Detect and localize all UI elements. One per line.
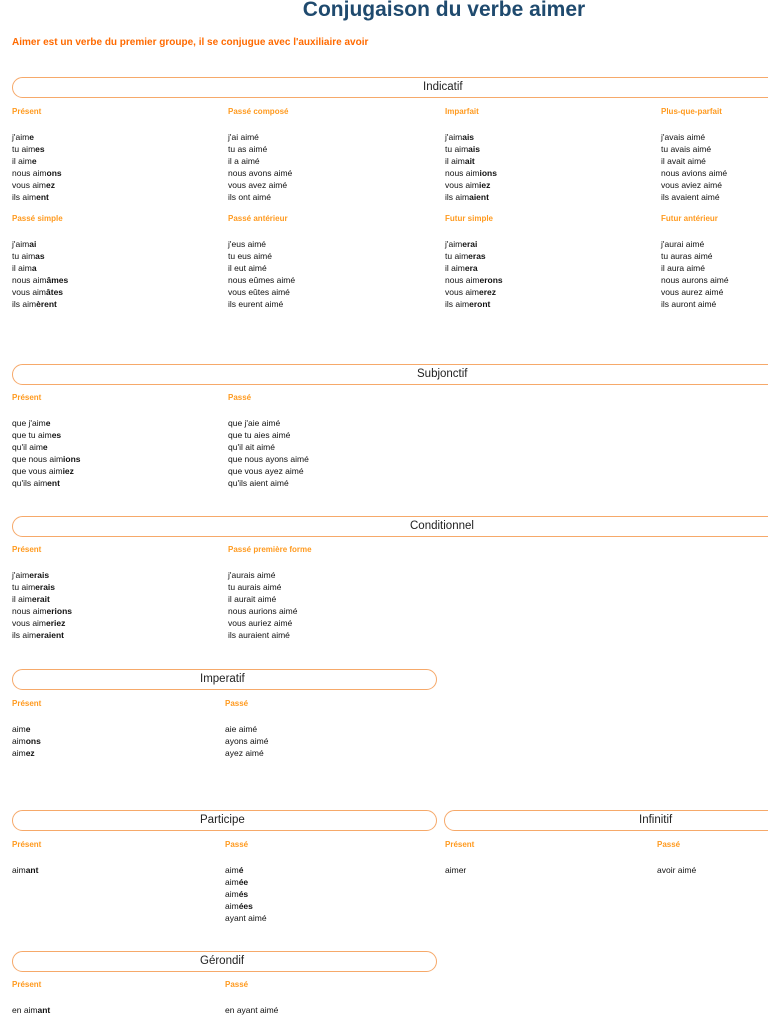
form-stem: il a aimé: [228, 156, 260, 166]
form-stem: avoir aimé: [657, 865, 697, 875]
form-stem: il aim: [445, 263, 465, 273]
mode-header-gerondif: [12, 951, 437, 972]
form-stem: nous aim: [12, 606, 47, 616]
form-stem: j'aim: [12, 132, 30, 142]
conjugation-list: [228, 131, 292, 203]
conjugation-form: [228, 298, 295, 310]
form-stem: en ayant aimé: [225, 1005, 279, 1015]
form-stem: ils auront aimé: [661, 299, 717, 309]
mode-label-conditionnel: Conditionnel: [410, 520, 474, 532]
conjugation-form: [12, 581, 72, 593]
form-stem: que tu aies aimé: [228, 430, 291, 440]
form-stem: il aim: [12, 594, 32, 604]
tense-label: Présent: [12, 107, 42, 116]
form-stem: nous aurons aimé: [661, 275, 729, 285]
form-stem: vous eûtes aimé: [228, 287, 290, 297]
tense-block-infinitif-present: [445, 840, 474, 876]
conjugation-form: [661, 167, 727, 179]
form-stem: j'aim: [12, 239, 30, 249]
page-title: Conjugaison du verbe aimer: [302, 0, 586, 21]
form-stem: nous aim: [445, 275, 480, 285]
form-ending: ais: [468, 144, 480, 154]
tense-block-indicatif-futur-simple: [445, 214, 503, 310]
form-stem: tu eus aimé: [228, 251, 272, 261]
conjugation-form: [228, 465, 309, 477]
conjugation-list: [12, 238, 68, 310]
conjugation-form: [228, 441, 309, 453]
form-stem: aim: [225, 889, 239, 899]
conjugation-list: [661, 131, 727, 203]
conjugation-list: [657, 864, 696, 876]
mode-header-infinitif: [444, 810, 768, 831]
form-stem: ils aim: [12, 192, 37, 202]
conjugation-form: [12, 429, 81, 441]
form-stem: vous auriez aimé: [228, 618, 293, 628]
form-ending: a: [31, 263, 37, 273]
tense-block-imperatif-present: [12, 699, 41, 759]
form-stem: il eut aimé: [228, 263, 267, 273]
conjugation-form: [661, 191, 727, 203]
tense-label: Passé: [225, 840, 249, 849]
form-stem: aim: [225, 865, 239, 875]
conjugation-form: [661, 262, 729, 274]
form-stem: vous aim: [445, 287, 480, 297]
conjugation-list: [661, 238, 729, 310]
conjugation-form: [228, 274, 295, 286]
form-ending: ions: [63, 454, 81, 464]
tense-label: Passé simple: [12, 214, 63, 223]
conjugation-form: [445, 167, 497, 179]
conjugation-form: [12, 477, 81, 489]
form-ending: aient: [469, 192, 489, 202]
form-stem: j'aim: [445, 239, 463, 249]
form-ending: e: [45, 418, 51, 428]
form-stem: tu aurais aimé: [228, 582, 282, 592]
mode-label-imperatif: Imperatif: [200, 673, 245, 685]
tense-label: Présent: [445, 840, 475, 849]
tense-label: Présent: [12, 840, 42, 849]
form-ending: e: [29, 132, 34, 142]
form-ending: iez: [479, 180, 491, 190]
mode-label-participe: Participe: [200, 814, 245, 826]
form-stem: qu'il aim: [12, 442, 43, 452]
form-stem: j'aurais aimé: [228, 570, 276, 580]
form-ending: èrent: [36, 299, 57, 309]
form-stem: vous aviez aimé: [661, 180, 722, 190]
conjugation-list: [12, 864, 41, 876]
conjugation-form: [228, 429, 309, 441]
form-stem: tu aim: [445, 251, 469, 261]
conjugation-form: [661, 286, 729, 298]
mode-header-indicatif: [12, 77, 768, 98]
form-stem: aim: [12, 724, 26, 734]
form-ending: erais: [35, 582, 56, 592]
conjugation-form: [12, 605, 72, 617]
conjugation-form: [661, 238, 729, 250]
mode-label-indicatif: Indicatif: [423, 81, 463, 93]
form-stem: ils aim: [445, 192, 470, 202]
form-ending: erions: [46, 606, 73, 616]
conjugation-list: [228, 569, 312, 641]
tense-block-participe-passe: [225, 840, 267, 924]
conjugation-form: [228, 131, 292, 143]
form-stem: aim: [12, 736, 26, 746]
form-ending: erai: [462, 239, 478, 249]
form-ending: ons: [46, 168, 62, 178]
conjugation-form: [445, 143, 497, 155]
conjugation-form: [12, 167, 62, 179]
tense-block-indicatif-plus-que-parfait: [661, 107, 727, 203]
conjugation-list: [12, 131, 62, 203]
conjugation-form: [661, 155, 727, 167]
tense-block-indicatif-futur-anterieur: [661, 214, 729, 310]
form-stem: j'aim: [12, 570, 30, 580]
form-ending: ées: [238, 901, 253, 911]
conjugation-list: [225, 864, 267, 924]
conjugation-form: [228, 238, 295, 250]
conjugation-form: [12, 191, 62, 203]
form-stem: qu'ils aim: [12, 478, 48, 488]
conjugation-form: [445, 286, 503, 298]
conjugation-list: [12, 569, 72, 641]
conjugation-form: [225, 876, 267, 888]
form-ending: eras: [468, 251, 486, 261]
conjugation-form: [228, 569, 312, 581]
conjugation-form: [225, 888, 267, 900]
form-stem: ils aim: [12, 299, 37, 309]
form-stem: vous aim: [12, 287, 47, 297]
conjugation-form: [228, 191, 292, 203]
conjugation-form: [228, 417, 309, 429]
conjugation-list: [445, 864, 474, 876]
form-ending: ai: [29, 239, 37, 249]
form-stem: qu'il ait aimé: [228, 442, 275, 452]
conjugation-form: [225, 900, 267, 912]
conjugation-form: [12, 1004, 50, 1016]
conjugation-form: [228, 605, 312, 617]
mode-header-conditionnel: [12, 516, 768, 537]
form-ending: âmes: [46, 275, 69, 285]
form-ending: eront: [469, 299, 491, 309]
conjugation-form: [12, 250, 68, 262]
tense-block-gerondif-present: [12, 980, 50, 1016]
conjugation-form: [445, 131, 497, 143]
form-stem: ils auraient aimé: [228, 630, 290, 640]
tense-label: Présent: [12, 980, 42, 989]
conjugation-form: [445, 155, 497, 167]
tense-block-imperatif-passe: [225, 699, 268, 759]
form-stem: vous aim: [12, 618, 47, 628]
conjugation-form: [228, 286, 295, 298]
form-stem: aie aimé: [225, 724, 258, 734]
conjugation-form: [12, 453, 81, 465]
conjugation-form: [225, 864, 267, 876]
conjugation-form: [12, 465, 81, 477]
conjugation-form: [225, 735, 268, 747]
conjugation-list: [228, 238, 295, 310]
conjugation-list: [445, 238, 503, 310]
form-ending: ant: [37, 1005, 51, 1015]
conjugation-form: [12, 298, 68, 310]
form-ending: ait: [464, 156, 475, 166]
tense-block-indicatif-passe-compose: [228, 107, 292, 203]
tense-block-gerondif-passe: [225, 980, 278, 1016]
conjugation-form: [661, 298, 729, 310]
form-stem: il aura aimé: [661, 263, 705, 273]
tense-label: Passé composé: [228, 107, 289, 116]
form-ending: e: [31, 156, 37, 166]
conjugation-form: [228, 453, 309, 465]
conjugation-form: [12, 864, 41, 876]
tense-label: Passé antérieur: [228, 214, 288, 223]
form-stem: que nous ayons aimé: [228, 454, 309, 464]
conjugation-list: [445, 131, 497, 203]
conjugation-form: [12, 747, 41, 759]
form-stem: qu'ils aient aimé: [228, 478, 289, 488]
form-stem: tu aim: [445, 144, 469, 154]
tense-label: Présent: [12, 699, 42, 708]
mode-label-infinitif: Infinitif: [639, 814, 673, 826]
conjugation-form: [445, 298, 503, 310]
tense-label: Futur antérieur: [661, 214, 718, 223]
form-ending: ions: [479, 168, 497, 178]
form-stem: tu aim: [12, 582, 36, 592]
form-ending: ons: [25, 736, 41, 746]
form-stem: vous aurez aimé: [661, 287, 724, 297]
form-stem: j'eus aimé: [228, 239, 267, 249]
conjugation-list: [12, 417, 81, 489]
tense-block-subjonctif-present: [12, 393, 81, 489]
mode-label-gerondif: Gérondif: [200, 955, 245, 967]
conjugation-form: [657, 864, 696, 876]
form-stem: nous aim: [12, 168, 47, 178]
form-ending: ant: [25, 865, 39, 875]
tense-block-conditionnel-present: [12, 545, 72, 641]
conjugation-list: [225, 1004, 278, 1016]
form-ending: ez: [46, 180, 55, 190]
conjugation-form: [12, 286, 68, 298]
form-stem: que vous ayez aimé: [228, 466, 304, 476]
conjugation-form: [12, 179, 62, 191]
form-ending: ent: [36, 192, 49, 202]
form-ending: ée: [238, 877, 249, 887]
form-stem: en aim: [12, 1005, 38, 1015]
conjugation-form: [228, 629, 312, 641]
conjugation-form: [12, 143, 62, 155]
form-stem: aim: [12, 865, 26, 875]
conjugation-form: [12, 629, 72, 641]
form-stem: vous aim: [12, 180, 47, 190]
form-stem: ils avaient aimé: [661, 192, 720, 202]
conjugation-form: [228, 617, 312, 629]
conjugation-form: [228, 477, 309, 489]
form-ending: âtes: [46, 287, 64, 297]
form-stem: ayant aimé: [225, 913, 267, 923]
conjugation-form: [661, 274, 729, 286]
form-stem: que vous aim: [12, 466, 63, 476]
form-stem: j'aim: [445, 132, 463, 142]
form-stem: aimer: [445, 865, 467, 875]
conjugation-form: [225, 723, 268, 735]
conjugation-form: [228, 262, 295, 274]
form-stem: ayons aimé: [225, 736, 269, 746]
conjugation-form: [445, 250, 503, 262]
conjugation-list: [225, 723, 268, 759]
form-stem: que j'aim: [12, 418, 46, 428]
form-ending: ez: [25, 748, 35, 758]
tense-label: Futur simple: [445, 214, 494, 223]
conjugation-form: [12, 417, 81, 429]
form-stem: que tu aim: [12, 430, 52, 440]
form-stem: j'avais aimé: [661, 132, 706, 142]
page-subtitle: Aimer est un verbe du premier groupe, il se conjugue avec l'auxiliaire avoir: [12, 37, 369, 48]
conjugation-form: [225, 1004, 278, 1016]
tense-label: Passé: [228, 393, 252, 402]
form-ending: eraient: [36, 630, 64, 640]
form-stem: vous avez aimé: [228, 180, 288, 190]
tense-label: Passé: [225, 699, 249, 708]
conjugation-form: [12, 569, 72, 581]
conjugation-form: [445, 274, 503, 286]
form-stem: nous aim: [445, 168, 480, 178]
form-ending: ais: [462, 132, 475, 142]
tense-label: Passé: [657, 840, 681, 849]
tense-block-conditionnel-passe-premiere-forme: [228, 545, 312, 641]
tense-label: Présent: [12, 393, 42, 402]
form-stem: tu aim: [12, 251, 36, 261]
conjugation-form: [445, 179, 497, 191]
conjugation-form: [12, 131, 62, 143]
tense-label: Imparfait: [445, 107, 479, 116]
conjugation-form: [12, 441, 81, 453]
form-stem: ils aim: [445, 299, 470, 309]
conjugation-form: [225, 912, 267, 924]
form-ending: iez: [62, 466, 74, 476]
form-stem: nous aim: [12, 275, 47, 285]
conjugation-form: [228, 143, 292, 155]
form-stem: j'ai aimé: [228, 132, 259, 142]
form-stem: que nous aim: [12, 454, 64, 464]
conjugation-form: [12, 735, 41, 747]
conjugation-form: [225, 747, 268, 759]
form-stem: tu aim: [12, 144, 36, 154]
conjugation-list: [228, 417, 309, 489]
form-stem: tu auras aimé: [661, 251, 713, 261]
form-ending: erons: [479, 275, 503, 285]
conjugation-form: [228, 155, 292, 167]
form-ending: erais: [29, 570, 50, 580]
form-ending: es: [51, 430, 62, 440]
conjugation-form: [445, 191, 497, 203]
form-ending: era: [464, 263, 478, 273]
tense-block-indicatif-imparfait: [445, 107, 497, 203]
form-ending: eriez: [46, 618, 66, 628]
form-stem: il aim: [445, 156, 465, 166]
tense-block-subjonctif-passe: [228, 393, 309, 489]
conjugation-form: [445, 262, 503, 274]
tense-block-participe-present: [12, 840, 41, 876]
form-ending: és: [238, 889, 249, 899]
form-stem: ils ont aimé: [228, 192, 271, 202]
form-stem: aim: [225, 877, 239, 887]
tense-label: Présent: [12, 545, 42, 554]
form-stem: tu as aimé: [228, 144, 268, 154]
conjugation-form: [661, 131, 727, 143]
form-ending: é: [238, 865, 244, 875]
conjugation-form: [228, 179, 292, 191]
form-ending: es: [35, 144, 45, 154]
tense-label: Plus-que-parfait: [661, 107, 722, 116]
conjugation-form: [661, 179, 727, 191]
conjugation-list: [12, 1004, 50, 1016]
form-stem: il aim: [12, 263, 32, 273]
form-stem: tu avais aimé: [661, 144, 712, 154]
conjugation-form: [228, 593, 312, 605]
form-stem: nous avions aimé: [661, 168, 728, 178]
form-stem: il avait aimé: [661, 156, 706, 166]
form-stem: ayez aimé: [225, 748, 264, 758]
form-stem: que j'aie aimé: [228, 418, 281, 428]
form-ending: e: [42, 442, 48, 452]
conjugation-form: [661, 250, 729, 262]
form-stem: nous eûmes aimé: [228, 275, 296, 285]
mode-header-participe: [12, 810, 437, 831]
conjugation-form: [228, 167, 292, 179]
form-ending: erait: [31, 594, 50, 604]
conjugation-form: [12, 274, 68, 286]
form-stem: j'aurai aimé: [661, 239, 705, 249]
conjugation-form: [12, 593, 72, 605]
form-stem: il aim: [12, 156, 32, 166]
tense-label: Passé première forme: [228, 545, 312, 554]
tense-label: Passé: [225, 980, 249, 989]
conjugation-form: [228, 581, 312, 593]
conjugation-form: [12, 617, 72, 629]
mode-header-imperatif: [12, 669, 437, 690]
form-stem: ils aim: [12, 630, 37, 640]
form-ending: erez: [479, 287, 497, 297]
conjugation-list: [12, 723, 41, 759]
conjugation-form: [12, 155, 62, 167]
tense-block-indicatif-present: [12, 107, 62, 203]
tense-block-indicatif-passe-anterieur: [228, 214, 295, 310]
conjugation-form: [445, 238, 503, 250]
form-stem: ils eurent aimé: [228, 299, 284, 309]
form-ending: ent: [47, 478, 60, 488]
conjugation-form: [12, 238, 68, 250]
tense-block-indicatif-passe-simple: [12, 214, 68, 310]
form-stem: il aurait aimé: [228, 594, 277, 604]
conjugation-form: [661, 143, 727, 155]
form-stem: aim: [12, 748, 26, 758]
form-stem: nous aurions aimé: [228, 606, 298, 616]
conjugation-form: [228, 250, 295, 262]
form-stem: vous aim: [445, 180, 480, 190]
form-ending: as: [35, 251, 45, 261]
mode-header-subjonctif: [12, 364, 768, 385]
form-stem: aim: [225, 901, 239, 911]
conjugation-form: [12, 262, 68, 274]
form-stem: nous avons aimé: [228, 168, 293, 178]
form-ending: e: [25, 724, 31, 734]
conjugation-form: [12, 723, 41, 735]
mode-label-subjonctif: Subjonctif: [417, 368, 468, 380]
conjugation-form: [445, 864, 474, 876]
tense-block-infinitif-passe: [657, 840, 696, 876]
